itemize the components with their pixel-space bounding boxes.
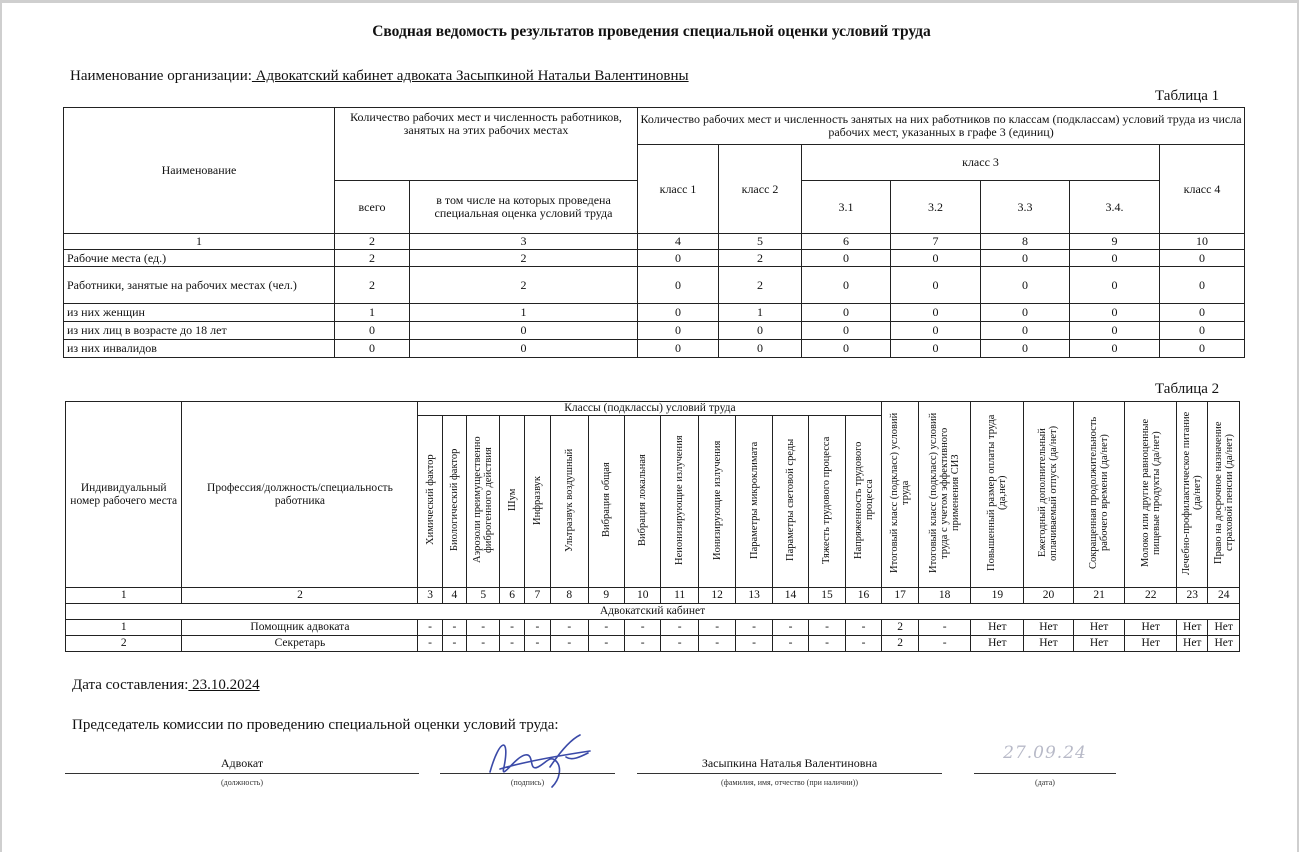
t2-factor xyxy=(772,416,808,588)
t2-factor xyxy=(845,416,882,588)
t2-col-num: 21 xyxy=(1073,588,1125,604)
t2-col-num: 16 xyxy=(845,588,882,604)
t1-header-class1: класс 1 xyxy=(638,145,719,234)
t1-col-num: 3 xyxy=(410,234,638,250)
t1-cell: 0 xyxy=(891,304,981,322)
t1-cell: 0 xyxy=(891,340,981,358)
t1-cell: 0 xyxy=(981,250,1070,267)
t2-cell: - xyxy=(809,620,845,636)
t1-cell: 0 xyxy=(1160,267,1245,304)
summary-table-2 xyxy=(65,401,1240,652)
t2-header-leave: Ежегодный дополнительный оплачиваемый отпуск (да/нет) xyxy=(1037,424,1060,561)
t1-col-num: 2 xyxy=(335,234,410,250)
document-title: Сводная ведомость результатов проведения специальной оценки условий труда xyxy=(372,23,931,40)
t1-cell: 0 xyxy=(638,304,719,322)
t2-cell: - xyxy=(500,636,524,652)
t1-cell: 0 xyxy=(802,304,891,322)
t2-cell: - xyxy=(845,620,882,636)
t2-factor-label: Ионизирующие излучения xyxy=(711,439,723,560)
t2-header-milk: Молоко или другие равноценные пищевые продукты (да/нет) xyxy=(1139,418,1162,567)
t1-cell: 2 xyxy=(410,250,638,267)
t1-cell: 0 xyxy=(1070,250,1160,267)
t2-col-num: 17 xyxy=(882,588,918,604)
t2-cell: - xyxy=(661,636,698,652)
t2-cell: Нет xyxy=(1024,636,1074,652)
organization-name: Адвокатский кабинет адвоката Засыпкиной Натальи Валентиновны xyxy=(251,68,689,84)
t1-cell: 0 xyxy=(638,340,719,358)
t1-col-num: 6 xyxy=(802,234,891,250)
t2-factor-label: Шум xyxy=(506,488,518,511)
t2-col-num: 23 xyxy=(1177,588,1208,604)
t2-cell: - xyxy=(809,636,845,652)
t2-header-final-class: Итоговый класс (подкласс) условий труда xyxy=(889,412,912,573)
t2-factor-label: Ультразвук воздушный xyxy=(563,447,575,552)
t2-factor-label: Вибрация общая xyxy=(600,462,612,537)
t1-cell: 2 xyxy=(719,267,802,304)
t1-cell: 2 xyxy=(335,250,410,267)
t2-cell: - xyxy=(772,636,808,652)
t2-header-nutrition: Лечебно-профилактическое питание (да/нет) xyxy=(1181,410,1204,575)
t2-cell: - xyxy=(442,636,466,652)
t1-cell: 0 xyxy=(1160,322,1245,340)
t2-cell: - xyxy=(442,620,466,636)
t2-factor-label: Параметры световой среды xyxy=(785,438,797,561)
t2-col-num: 13 xyxy=(736,588,772,604)
t1-cell: 0 xyxy=(981,267,1070,304)
t2-cell: - xyxy=(624,636,660,652)
fio-caption: (фамилия, имя, отчество (при наличии)) xyxy=(721,778,858,787)
t2-factor xyxy=(551,416,588,588)
table2-label: Таблица 2 xyxy=(1155,381,1220,397)
t1-cell: 0 xyxy=(638,322,719,340)
handwritten-date: 27.09.24 xyxy=(1003,743,1087,763)
t2-header-id: Индивидуальный номер рабочего места xyxy=(66,402,182,588)
t2-col-num: 8 xyxy=(551,588,588,604)
fio-line xyxy=(637,773,942,774)
t2-col-num: 14 xyxy=(772,588,808,604)
t2-header-classes: Классы (подклассы) условий труда xyxy=(418,402,882,416)
date-line xyxy=(72,677,260,694)
t1-cell: 0 xyxy=(891,267,981,304)
t1-header-count: Количество рабочих мест и численность работников, занятых на этих рабочих местах xyxy=(335,108,638,181)
table-row xyxy=(64,250,1245,267)
t2-cell: - xyxy=(467,620,500,636)
t1-header-class32: 3.2 xyxy=(891,181,981,234)
t1-cell: 0 xyxy=(981,340,1070,358)
t2-cell: - xyxy=(918,620,971,636)
t2-cell: - xyxy=(918,636,971,652)
t1-cell: 1 xyxy=(410,304,638,322)
t2-factor xyxy=(500,416,524,588)
t2-col-num: 10 xyxy=(624,588,660,604)
chair-position: Адвокат xyxy=(220,756,264,770)
t2-factor xyxy=(624,416,660,588)
t2-header-pension: Право на досрочное назначение страховой пенсии (да/нет) xyxy=(1212,421,1235,564)
t1-cell: 0 xyxy=(335,340,410,358)
t1-cell: 0 xyxy=(410,340,638,358)
organization-label: Наименование организации: xyxy=(70,68,252,84)
t1-cell: 0 xyxy=(1070,322,1160,340)
date-sign-caption: (дата) xyxy=(1035,778,1055,787)
t1-header-class3: класс 3 xyxy=(802,145,1160,181)
t2-cell: - xyxy=(698,636,735,652)
t2-col-num: 5 xyxy=(467,588,500,604)
t2-col-num: 1 xyxy=(66,588,182,604)
t2-col-num: 9 xyxy=(588,588,624,604)
t2-cell: - xyxy=(467,636,500,652)
t1-header-class31: 3.1 xyxy=(802,181,891,234)
t2-header-shortened-time: Сокращенная продолжительность рабочего времени (да/нет) xyxy=(1088,416,1111,569)
signature-caption: (подпись) xyxy=(510,778,545,787)
table-row xyxy=(64,340,1245,358)
t2-cell: - xyxy=(551,620,588,636)
t1-cell: 0 xyxy=(891,250,981,267)
t1-cell: 1 xyxy=(335,304,410,322)
t2-factor xyxy=(736,416,772,588)
t2-col-num: 18 xyxy=(918,588,971,604)
t2-number-row xyxy=(66,588,1240,604)
t1-cell: 0 xyxy=(802,322,891,340)
t2-factor-label: Химический фактор xyxy=(424,454,436,545)
t2-row-profession: Секретарь xyxy=(182,636,418,652)
t1-row-name: из них женщин xyxy=(64,304,335,322)
t1-header-assessed: в том числе на которых проведена специальная оценка условий труда xyxy=(410,181,638,234)
t1-cell: 0 xyxy=(802,340,891,358)
table-row xyxy=(66,636,1240,652)
t2-header-extra xyxy=(1073,402,1125,588)
t2-header-pay: Повышенный размер оплаты труда (да,нет) xyxy=(986,414,1009,571)
t2-cell: - xyxy=(418,620,442,636)
t2-factor xyxy=(418,416,442,588)
t2-factor xyxy=(524,416,550,588)
t2-row-id: 1 xyxy=(66,620,182,636)
t2-header-extra xyxy=(1208,402,1240,588)
position-line xyxy=(65,773,419,774)
t1-cell: 0 xyxy=(802,250,891,267)
t2-cell: - xyxy=(588,620,624,636)
t1-col-num: 5 xyxy=(719,234,802,250)
t2-col-num: 6 xyxy=(500,588,524,604)
t2-cell: - xyxy=(624,620,660,636)
t2-cell: - xyxy=(500,620,524,636)
t2-cell: - xyxy=(736,636,772,652)
t1-cell: 0 xyxy=(1070,304,1160,322)
t2-header-extra xyxy=(918,402,971,588)
t1-col-num: 8 xyxy=(981,234,1070,250)
t2-cell: Нет xyxy=(1208,620,1240,636)
t2-col-num: 15 xyxy=(809,588,845,604)
organization-line xyxy=(70,68,689,85)
t2-cell: Нет xyxy=(1177,636,1208,652)
t1-cell: 2 xyxy=(410,267,638,304)
t1-cell: 1 xyxy=(719,304,802,322)
t1-cell: 2 xyxy=(335,267,410,304)
t2-header-extra xyxy=(882,402,918,588)
t2-col-num: 24 xyxy=(1208,588,1240,604)
t1-header-classes: Количество рабочих мест и численность занятых на них работников по классам (подклассам) условий труда из числа рабочих мест, указанных в графе 3 (единиц) xyxy=(638,108,1245,145)
t2-cell: - xyxy=(772,620,808,636)
t2-factor xyxy=(698,416,735,588)
t2-cell: Нет xyxy=(1125,620,1177,636)
t2-factor xyxy=(809,416,845,588)
table-row xyxy=(64,267,1245,304)
t1-cell: 2 xyxy=(719,250,802,267)
t2-factor-label: Тяжесть трудового процесса xyxy=(821,435,833,564)
t1-cell: 0 xyxy=(638,267,719,304)
t1-cell: 0 xyxy=(1160,304,1245,322)
commission-chair-label: Председатель комиссии по проведению специальной оценки условий труда: xyxy=(72,717,559,733)
signature-line xyxy=(440,773,615,774)
t2-factor xyxy=(661,416,698,588)
t2-cell: Нет xyxy=(1073,636,1125,652)
t1-cell: 0 xyxy=(981,304,1070,322)
t2-col-num: 22 xyxy=(1125,588,1177,604)
t1-header-class4: класс 4 xyxy=(1160,145,1245,234)
t2-cell: - xyxy=(418,636,442,652)
t1-cell: 0 xyxy=(719,340,802,358)
t2-cell: Нет xyxy=(971,620,1024,636)
t2-cell: - xyxy=(845,636,882,652)
t2-factor xyxy=(467,416,500,588)
t2-factor-label: Инфразвук xyxy=(531,475,543,525)
t1-row-name: из них лиц в возрасте до 18 лет xyxy=(64,322,335,340)
t2-factor-label: Параметры микроклимата xyxy=(748,440,760,559)
t2-header-extra xyxy=(1125,402,1177,588)
t2-col-num: 11 xyxy=(661,588,698,604)
t1-cell: 0 xyxy=(802,267,891,304)
t1-col-num: 4 xyxy=(638,234,719,250)
t1-header-name: Наименование xyxy=(64,108,335,234)
t1-col-num: 1 xyxy=(64,234,335,250)
t2-cell: Нет xyxy=(1073,620,1125,636)
t1-row-name: Рабочие места (ед.) xyxy=(64,250,335,267)
t2-section-title: Адвокатский кабинет xyxy=(66,604,1240,620)
t2-col-num: 12 xyxy=(698,588,735,604)
t2-cell: - xyxy=(588,636,624,652)
t2-header-final-class-siz: Итоговый класс (подкласс) условий труда с учетом эффективного применения СИЗ xyxy=(928,412,962,573)
t1-col-num: 7 xyxy=(891,234,981,250)
t1-cell: 0 xyxy=(1160,340,1245,358)
t2-col-num: 19 xyxy=(971,588,1024,604)
t2-col-num: 7 xyxy=(524,588,550,604)
t2-col-num: 2 xyxy=(182,588,418,604)
table-row xyxy=(64,304,1245,322)
t2-cell: - xyxy=(736,620,772,636)
t1-col-num: 9 xyxy=(1070,234,1160,250)
t2-header-extra xyxy=(971,402,1024,588)
t2-cell: - xyxy=(551,636,588,652)
t2-cell: Нет xyxy=(1024,620,1074,636)
t2-cell: - xyxy=(524,620,550,636)
t2-factor-label: Неионизирующие излучения xyxy=(674,434,686,565)
table-row xyxy=(64,322,1245,340)
t2-header-extra xyxy=(1177,402,1208,588)
chair-fio: Засыпкина Наталья Валентиновна xyxy=(701,756,878,770)
t2-row-id: 2 xyxy=(66,636,182,652)
summary-table-1 xyxy=(63,107,1245,358)
t2-header-extra xyxy=(1024,402,1074,588)
t1-header-class34: 3.4. xyxy=(1070,181,1160,234)
t1-cell: 0 xyxy=(719,322,802,340)
t2-col-num: 20 xyxy=(1024,588,1074,604)
t2-cell: 2 xyxy=(882,636,918,652)
t1-col-num: 10 xyxy=(1160,234,1245,250)
t1-row-name: из них инвалидов xyxy=(64,340,335,358)
t1-cell: 0 xyxy=(1160,250,1245,267)
t1-cell: 0 xyxy=(1070,267,1160,304)
t1-header-class2: класс 2 xyxy=(719,145,802,234)
t2-factor-label: Напряженность трудового процесса xyxy=(852,440,875,559)
t1-cell: 0 xyxy=(981,322,1070,340)
t1-header-total: всего xyxy=(335,181,410,234)
t1-cell: 0 xyxy=(335,322,410,340)
t2-cell: Нет xyxy=(1125,636,1177,652)
t2-cell: Нет xyxy=(1177,620,1208,636)
date-value: 23.10.2024 xyxy=(188,677,260,693)
date-sign-line xyxy=(974,773,1116,774)
position-caption: (должность) xyxy=(221,778,263,787)
table-row xyxy=(66,620,1240,636)
t2-cell: - xyxy=(698,620,735,636)
t1-number-row xyxy=(64,234,1245,250)
t2-row-profession: Помощник адвоката xyxy=(182,620,418,636)
t2-cell: - xyxy=(524,636,550,652)
t1-cell: 0 xyxy=(410,322,638,340)
t2-header-profession: Профессия/должность/специальность работника xyxy=(182,402,418,588)
t1-header-class33: 3.3 xyxy=(981,181,1070,234)
t2-factor xyxy=(442,416,466,588)
table1-label: Таблица 1 xyxy=(1155,88,1220,104)
t2-factor-label: Биологический фактор xyxy=(448,448,460,551)
date-label: Дата составления: xyxy=(72,677,189,693)
t2-col-num: 3 xyxy=(418,588,442,604)
t2-cell: - xyxy=(661,620,698,636)
t1-cell: 0 xyxy=(638,250,719,267)
t2-cell: 2 xyxy=(882,620,918,636)
t2-factor-label: Вибрация локальная xyxy=(637,453,649,546)
t2-col-num: 4 xyxy=(442,588,466,604)
t2-cell: Нет xyxy=(1208,636,1240,652)
t2-factor xyxy=(588,416,624,588)
t1-row-name: Работники, занятые на рабочих местах (чел.) xyxy=(64,267,335,304)
t2-factor-label: Аэрозоли преимущественно фиброгенного действия xyxy=(472,436,495,563)
t1-cell: 0 xyxy=(1070,340,1160,358)
t2-cell: Нет xyxy=(971,636,1024,652)
t1-cell: 0 xyxy=(891,322,981,340)
